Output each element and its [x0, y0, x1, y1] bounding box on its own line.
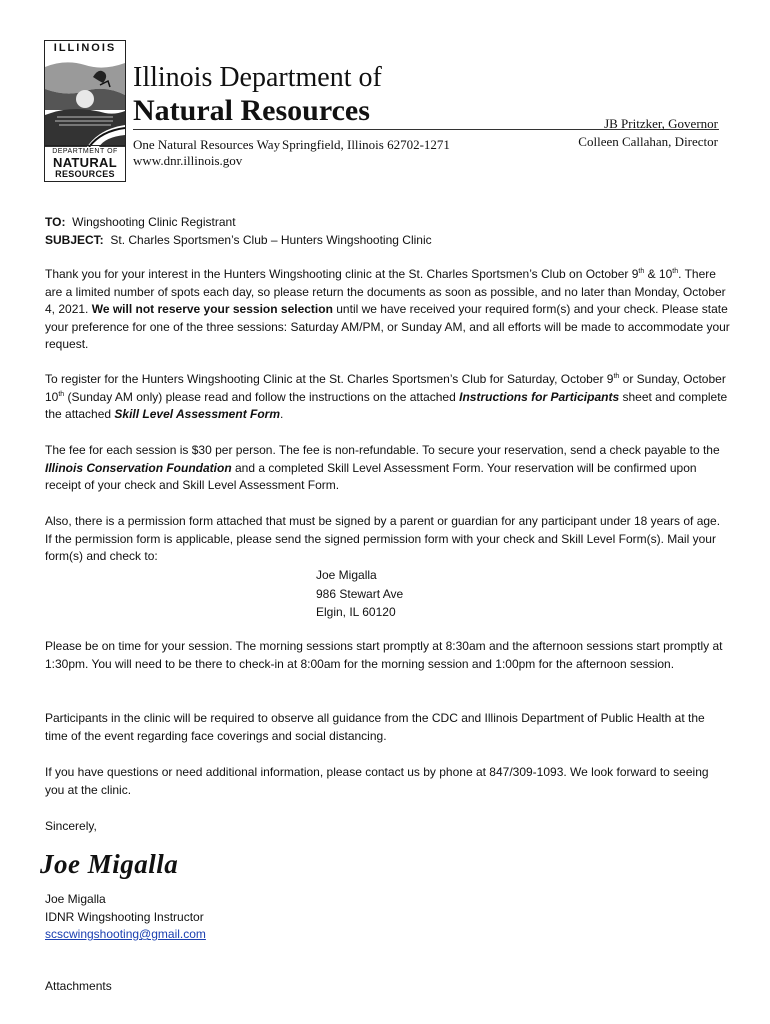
- paragraph-contact: If you have questions or need additional information, please contact us by phone at 847/309-1093. We look forward to seeing you at the clinic.: [45, 765, 709, 797]
- foundation-name: Illinois Conservation Foundation: [45, 460, 232, 475]
- mail-to-name: Joe Migalla: [316, 568, 377, 582]
- to-value: Wingshooting Clinic Registrant: [72, 215, 236, 229]
- logo-state-name: ILLINOIS: [45, 41, 125, 56]
- paragraph-permission: Also, there is a permission form attached that must be signed by a parent or guardian for any participant under 18 years of age. If the permission form is applicable, please send the signed permission form with your check and Skill Level Form(s). Mail your form(s) and check to:: [45, 514, 721, 563]
- signer-email-link[interactable]: scscwingshooting@gmail.com: [45, 927, 206, 941]
- logo-dept-label: DEPARTMENT OF: [52, 148, 118, 155]
- closing: Sincerely,: [45, 819, 97, 833]
- letterhead-city: Springfield, Illinois 62702-1271: [282, 137, 450, 152]
- paragraph-register: To register for the Hunters Wingshooting Clinic at the St. Charles Sportsmen’s Club for Saturday, October 9th or Sunday, October 10th (Sunday AM only) please read and follow the instructions on the attached Instructions for Participants sheet and complete the attached Skill Level Assessment Form.: [45, 372, 728, 421]
- logo-natural-label: NATURAL: [53, 155, 117, 170]
- logo-landscape-icon: [45, 55, 125, 147]
- reserve-notice: We will not reserve your session selection: [91, 302, 333, 316]
- signer-email-line: [45, 926, 730, 944]
- letterhead-website: www.dnr.illinois.gov: [133, 153, 243, 168]
- paragraph-timing: Please be on time for your session. The morning sessions start promptly at 8:30am and the afternoon sessions start promptly at 1:30pm. You will need to be there to check-in at 8:00am for the morning session and 1:00pm for the afternoon session.: [45, 639, 723, 671]
- letterhead-governor: JB Pritzker, Governor: [604, 116, 718, 131]
- signer-name: Joe Migalla: [45, 892, 106, 906]
- letterhead-street: One Natural Resources Way: [133, 137, 281, 152]
- skill-form-name: Skill Level Assessment Form: [114, 407, 281, 421]
- paragraph-intro: Thank you for your interest in the Hunters Wingshooting clinic at the St. Charles Sportsmen’s Club on October 9th & 10th. There are a limited number of spots each day, so please return the documents as soon as possible, and no later than Monday, October 4, 2021. We will not reserve your session selection until we have received your required form(s) and your check. Please state your preference for one of the three sessions: Saturday AM/PM, or Sunday AM, and all efforts will be made to accommodate your request.: [45, 267, 730, 351]
- mail-to-street: 986 Stewart Ave: [316, 587, 404, 601]
- subject-line: [45, 232, 730, 250]
- to-label: TO:: [45, 215, 66, 229]
- attachments-label: Attachments: [45, 979, 112, 993]
- mail-to-city: Elgin, IL 60120: [316, 605, 396, 619]
- subject-label: SUBJECT:: [45, 233, 104, 247]
- idnr-logo: [44, 40, 126, 182]
- subject-value: St. Charles Sportsmen’s Club – Hunters Wingshooting Clinic: [110, 233, 432, 247]
- instructions-doc-name: Instructions for Participants: [459, 389, 620, 404]
- logo-dept-block: [45, 145, 125, 181]
- letterhead-director: Colleen Callahan, Director: [578, 134, 718, 149]
- signer-title: IDNR Wingshooting Instructor: [45, 910, 204, 924]
- signature: Joe Migalla: [40, 849, 179, 879]
- logo-resources-label: RESOURCES: [55, 169, 115, 179]
- letterhead-title-line1: Illinois Department of: [133, 62, 382, 93]
- letterhead-title-line2: Natural Resources: [133, 94, 370, 127]
- paragraph-fee: The fee for each session is $30 per person. The fee is non-refundable. To secure your reservation, send a check payable to the Illinois Conservation Foundation and a completed Skill Level Assessment Form. Your reservation will be confirmed upon receipt of your check and Skill Level Assessment Form.: [45, 443, 720, 492]
- to-line: [45, 214, 730, 232]
- paragraph-guidance: Participants in the clinic will be required to observe all guidance from the CDC and Illinois Department of Public Health at the time of the event regarding face coverings and social distancing.: [45, 711, 705, 743]
